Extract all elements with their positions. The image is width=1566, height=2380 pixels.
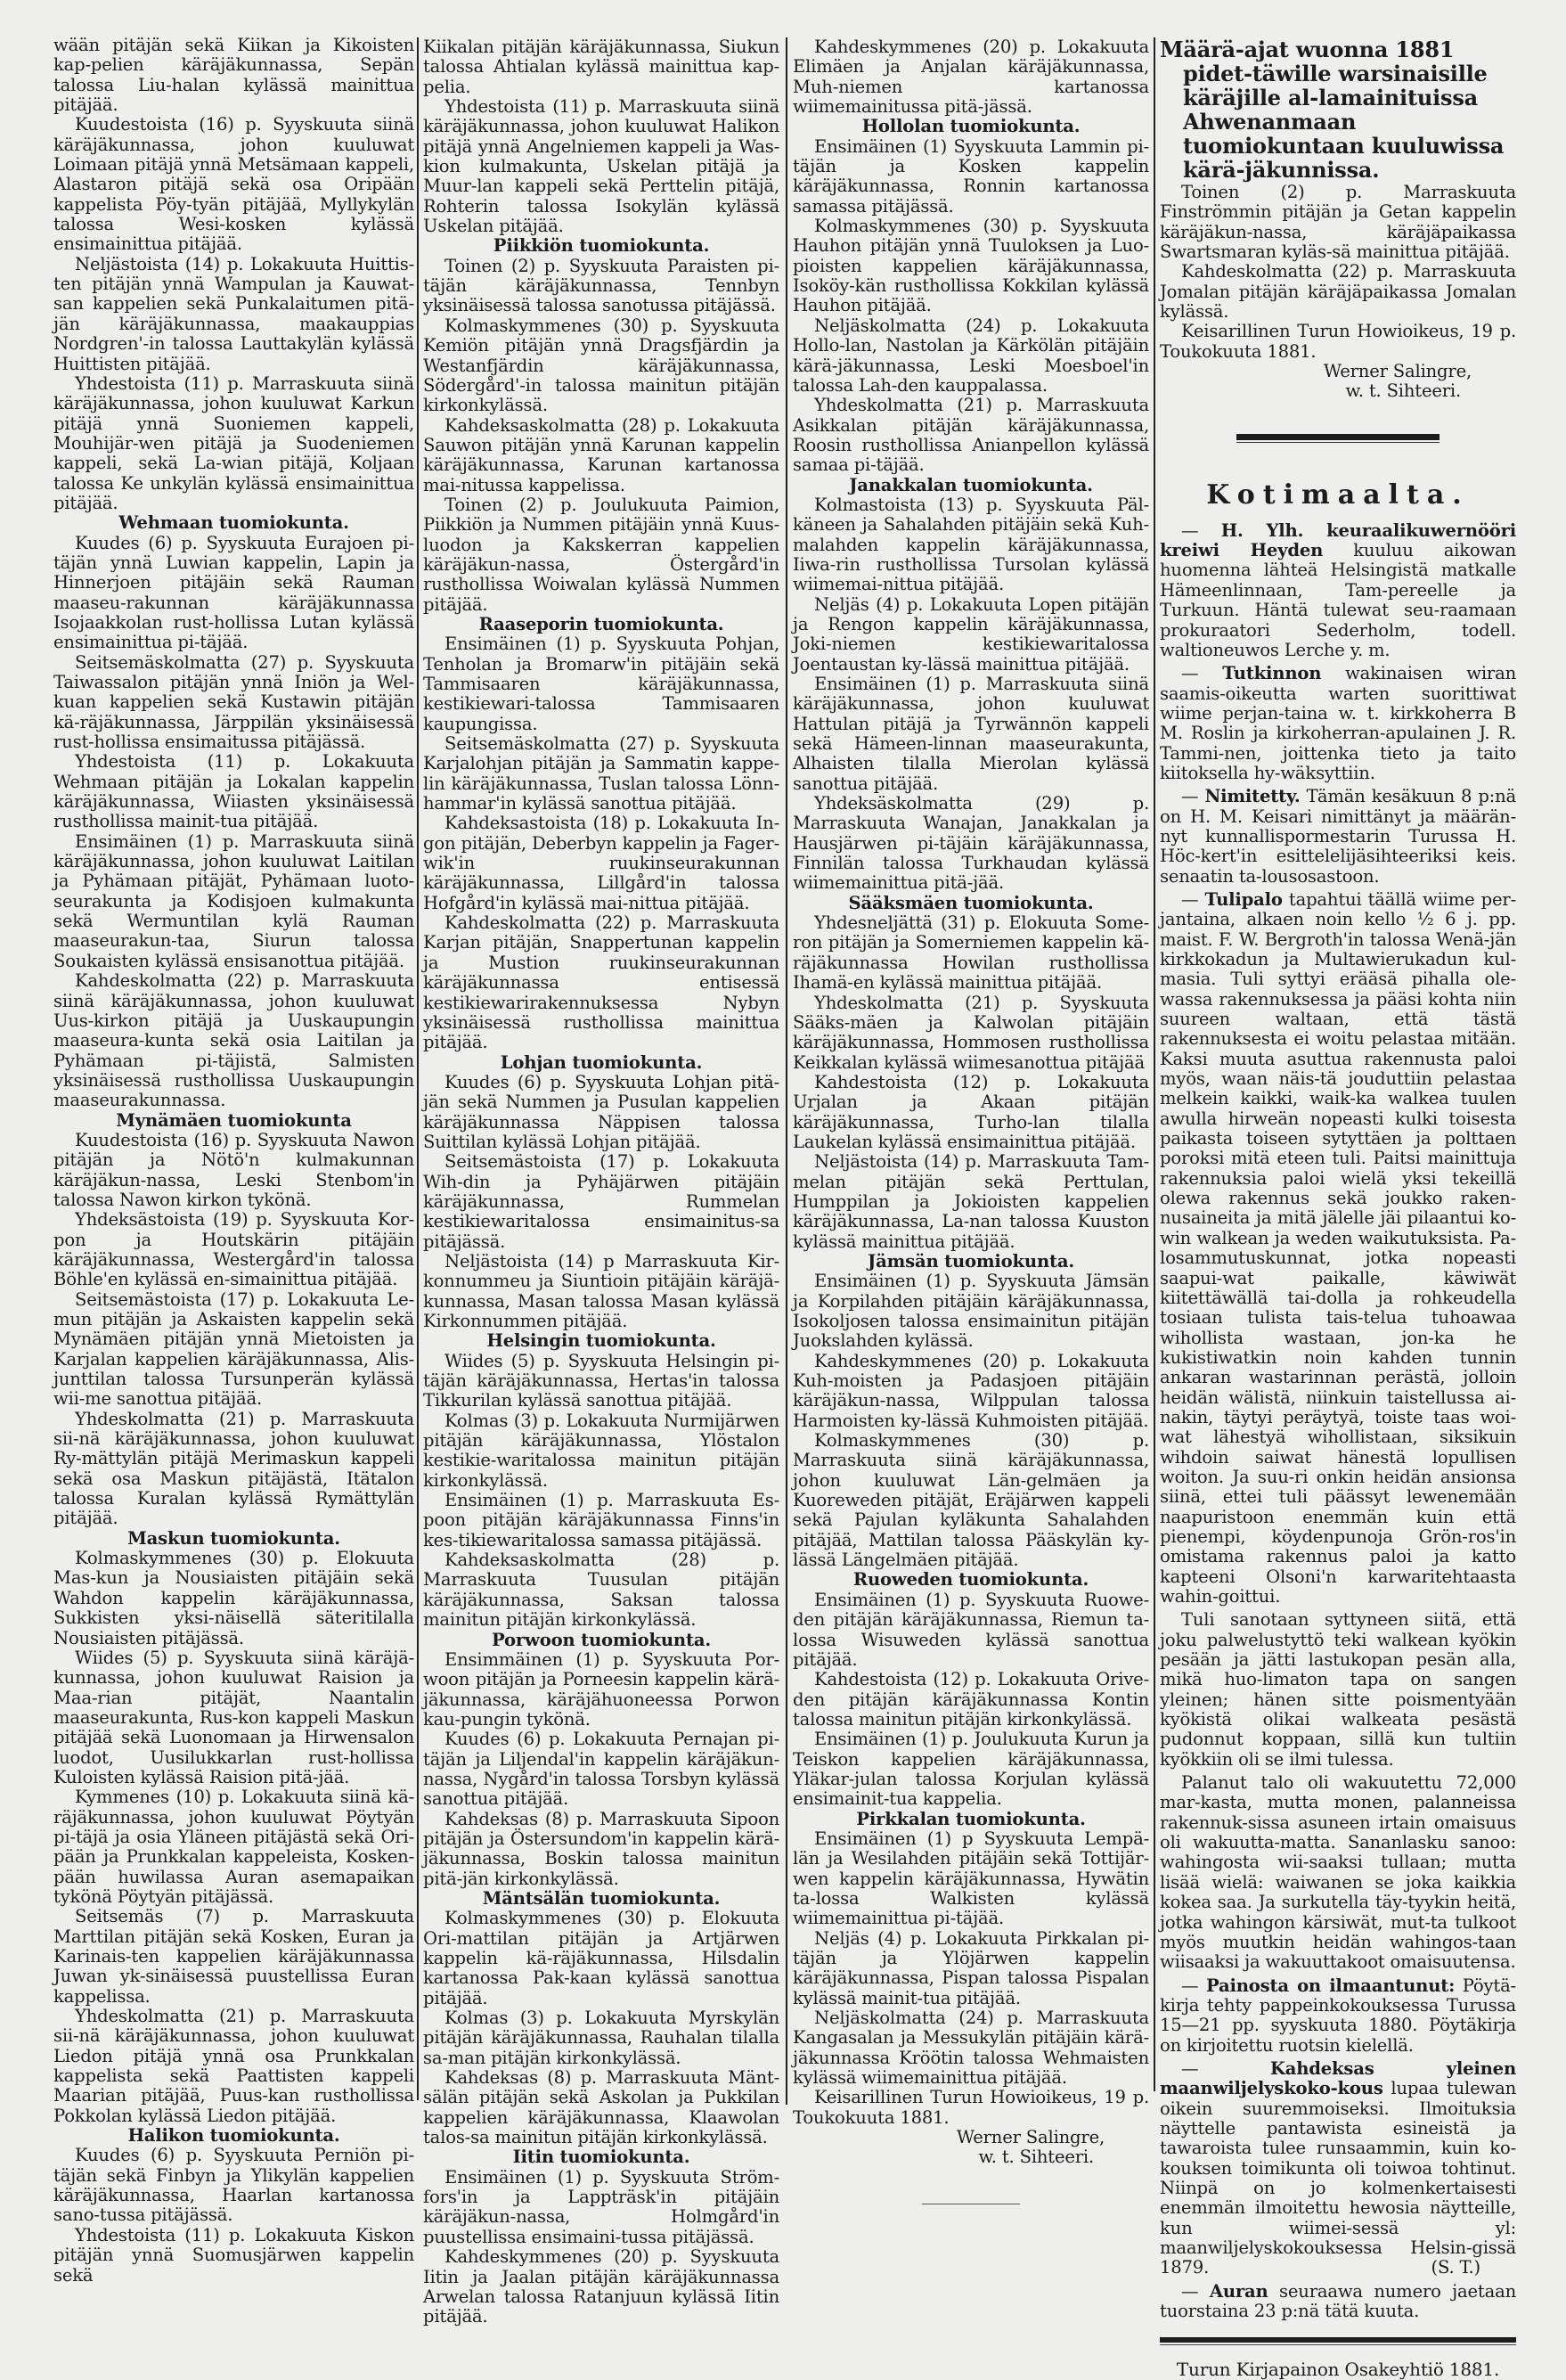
em-dash: — (1181, 786, 1205, 807)
court-session-entry: Kuudes (6) p. Syyskuuta Eurajoen pi-täjän ynnä Luwian kappelin, Lapin ja Hinnerjoen pitäjäin sekä Rauman maaseu-rakunnan käräjäkunnassa Isojaakkolan rust-hollissa Lutan kylässä ensimainittua pi-täjää. (53, 532, 414, 653)
court-session-entry: Toinen (2) p. Syyskuuta Paraisten pi-täjän käräjäkunnassa, Tennbyn yksinäisessä talossa sanotussa pitäjässä. (423, 255, 779, 316)
court-session-entry: Yhdeskolmatta (21) p. Syyskuuta Sääks-mäen ja Kalwolan pitäjäin käräjäkunnassa, Hommosen rusthollissa Keikkalan kylässä wiimesanottua pitäjää (793, 992, 1149, 1073)
news-body: Pöytä-kirja tehty pappeinkokouksessa Turussa 15—21 pp. syyskuuta 1880. Pöytäkirja on kirjoitettu ruotsin kielellä. (1160, 1975, 1516, 2056)
column-divider (417, 37, 419, 2100)
court-session-entry: Kolmas (3) p. Lokakuuta Nurmijärwen pitäjän käräjäkunnassa, Ylöstalon kestikie-waritalossa mainitun pitäjän kirkonkylässä. (423, 1410, 779, 1491)
news-body: tapahtui täällä wiime per-jantaina, alkaen noin kello ½ 6 j. pp. maist. F. W. Bergroth'in talossa Wenä-jän kirkkokadun ja Multawierukadun kul-masia. Tuli syttyi erääsä pihalla ole-wassa rakennuksessa ja pääsi kohta niin suureen waltaan, että tästä rakennuksesta ei woitu pelastaa mitään. Kaksi muuta asuttua rakennusta paloi myös, waan näis-tä jouduttiin pelastaa melkein kaikki, waik-ka walkea tuulen awulla hirweän nopeasti kulki toisesta paikasta toiseen sytyttäen ja polttaen poroksi mitä eteen tuli. Paitsi mainittuja rakennuksia paloi wielä yksi tekeillä olewa rakennus sekä joukko raken-nusaineita ja mitä jälelle jäi pilaantui ko-win walkean ja weden waikutuksista. Pa-losammutuskunnat, jotka nopeasti saapui-wat paikalle, käwiwät kiitettäwällä tai-dolla ja rohkeudella tosiaan tulista tais-telua tuhoawaa wihollista wastaan, jon-ka he kukistiwatkin noin kahden tunnin ankaran wastarinnan perästä, jolloin heidän wälistä, niinkuin taistellussa ai-nakin, täytyi peräytyä, toiste taas woi-wat lähestyä wihollistaan, siksikuin wihdoin saiwat hänestä lopullisen woiton. Ja suu-ri onkin heidän ansionsa siinä, ettei tuli päässyt lewenemään naapuristoon enemmän kuin että pienempi, köydenpunoja Grön-ros'in omistama rakennus paloi ja katto kapteeni Olsoni'n karwaritehtaasta wahin-goittui. (1160, 888, 1516, 1607)
court-session-entry: Seitsemästoista (17) p. Lokakuuta Le-mun pitäjän ja Askaisten kappelin sekä Mynämäen pitäjän ynnä Mietoisten ja Karjalan kappelien käräjäkunnassa, Alis-junttilan talossa Tursunperän kylässä wii-me sanottua pitäjää. (53, 1288, 414, 1410)
court-session-entry: Ensimäinen (1) p. Syyskuuta Jämsän ja Korpilahden pitäjäin käräjäkunnassa, Isokoljosen talossa ensimainitun pitäjän Juokslahden kylässä. (793, 1271, 1149, 1352)
section-divider-thin (1236, 442, 1440, 443)
section-divider-thick (1236, 434, 1440, 440)
news-body: kuuluu aikowan huomenna lähteä Helsingistä matkalle Hämeenlinnaan, Tam-pereelle ja Turkuun. Häntä tulewat seu-raamaan prokuraatori Sederholm, todell. waltioneuwos Lerche y. m. (1160, 540, 1516, 660)
court-session-entry: Wiides (5) p. Syyskuuta siinä käräjä-kunnassa, johon kuuluwat Raision ja Maa-rian pitäjät, Naantalin maaseurakunta, Rus-kon kappeli Maskun pitäjää sekä Luonomaan ja Hirwensalon luodot, Uusilukkarlan rust-hollissa Kuloisten kylässä Raision pitä-jää. (53, 1647, 414, 1787)
court-session-entry: Kuudes (6) p. Syyskuuta Lohjan pitä-jän sekä Nummen ja Pusulan kappelien käräjäkunnassa Näppisen talossa Suittilan kylässä Lohjan pitäjää. (423, 1071, 779, 1152)
court-session-entry: Yhdestoista (11) p. Marraskuuta siinä käräjäkunnassa, johon kuuluwat Karkun pitäjä ynnä Suoniemen kappeli, Mouhijär-wen pitäjä ja Suodeniemen kappeli, sekä La-wian pitäjä, Koljaan talossa Ke unkylän kylässä ensimainittua pitäjää. (53, 372, 414, 513)
court-session-entry: wään pitäjän sekä Kiikan ja Kikoisten kap-pelien käräjäkunnassa, Sepän talossa Liu-halan kylässä mainittua pitäjää. (53, 35, 414, 116)
signature-title: w. t. Sihteeri. (1345, 380, 1461, 402)
notice-paragraph: Kahdeskolmatta (22) p. Marraskuuta Jomalan pitäjän käräjäpaikassa Jomalan kylässä. (1160, 261, 1516, 323)
court-session-entry: Ensimäinen (1) p. Marraskuuta siinä käräjäkunnassa, johon kuuluwat Laitilan ja Pyhämaan pitäjät, Pyhämaan luoto-seurakunta ja Kodisjoen kulmakunta sekä Wermuntilan kylä Rauman maaseurakun-taa, Siurun talossa Soukaisten kylässä ensisanottua pitäjää. (53, 830, 414, 971)
court-session-entry: Kahdeksaskolmatta (28) p. Lokakuuta Sauwon pitäjän ynnä Karunan kappelin käräjäkunnassa, Karunan kartanossa mai-nitussa kappelissa. (423, 414, 779, 495)
court-session-entry: Ensimäinen (1) p. Joulukuuta Kurun ja Teiskon kappelien käräjäkunnassa, Yläkar-julan talossa Korjulan kylässä ensimainit-tua kappelia. (793, 1729, 1149, 1810)
district-heading: Hollolan tuomiokunta. (861, 116, 1081, 137)
news-item (1160, 521, 1516, 660)
court-session-entry: Kahdeskolmatta (22) p. Marraskuuta siinä käräjäkunnassa, johon kuuluwat Uus-kirkon pitäjä ja Uuskaupungin maaseura-kunta sekä osia Laitilan ja Pyhämaan pi-täjistä, Salmisten yksinäisessä rusthollissa Uuskaupungin maaseurakunnassa. (53, 970, 414, 1111)
news-lead: Nimitetty. (1204, 786, 1301, 807)
court-session-entry: Ensimäinen (1) p. Syyskuuta Ström-fors'in ja Lappträsk'in pitäjäin käräjäkun-nassa, Holmgård'in puustellissa ensimaini-tussa pitäjässä. (423, 2166, 779, 2247)
district-heading: Iitin tuomiokunta. (512, 2147, 690, 2168)
district-heading: Janakkalan tuomiokunta. (849, 474, 1093, 495)
district-heading: Halikon tuomiokunta. (127, 2125, 340, 2147)
court-session-entry: Neljäs (4) p. Lokakuuta Lopen pitäjän ja Rengon kappelin käräjäkunnassa, Joki-niemen kestikiewaritalossa Joentaustan ky-lässä mainittua pitäjää. (793, 593, 1149, 675)
court-session-entry: Toinen (2) p. Joulukuuta Paimion, Piikkiön ja Nummen pitäjäin ynnä Kuus-luodon ja Kakskerran kappelien käräjäkun-nassa, Östergård'in rusthollissa Woiwalan kylässä Nummen pitäjää. (423, 494, 779, 615)
court-session-entry: Kolmaskymmenes (30) p. Syyskuuta Kemiön pitäjän ynnä Dragsfjärdin ja Westanfjärdin käräjäkunnassa, Södergård'-in talossa mainitun pitäjän kirkonkylässä. (423, 315, 779, 416)
news-body: Tuli sanotaan syttyneen siitä, että joku palwelustyttö teki walkean kyökin pesään ja jätti lastukopan pesän alla, mikä huo-limaton tapa on sangen yleinen; hänen sitte poismentyään kyökistä olikai walkeata pesästä pudonnut koppaan, sillä kun tultiin kyökkiin oli se ilmi tulessa. (1160, 1609, 1516, 1770)
em-dash: — (1181, 2280, 1210, 2302)
em-dash: — (1181, 1975, 1207, 1996)
court-session-entry: Kahdeskymmenes (20) p. Lokakuuta Elimäen ja Anjalan käräjäkunnassa, Muh-niemen kartanossa wiimemainitussa pitä-jässä. (793, 37, 1149, 118)
court-session-entry: Kolmas (3) p. Lokakuuta Myrskylän pitäjän käräjäkunnassa, Rauhalan tilalla sa-man pitäjän kirkonkylässä. (423, 2008, 779, 2068)
news-lead: Tulipalo (1204, 888, 1283, 910)
court-session-entry: Kuudestoista (16) p. Syyskuuta Nawon pitäjän ja Nötö'n kulmakunnan käräjäkun-nassa, Leski Stenbom'in talossa Nawon kirkon tykönä. (53, 1129, 414, 1210)
column-divider (786, 37, 787, 2105)
court-session-entry: Kahdeskymmenes (20) p. Lokakuuta Kuh-moisten ja Padasjoen pitäjäin käräjäkun-nassa, Wilppulan talossa Harmoisten ky-lässä Kuhmoisten pitäjää. (793, 1350, 1149, 1431)
court-session-entry: Kahdestoista (12) p. Lokakuuta Urjalan ja Akaan pitäjän käräjäkunnassa, Turho-lan tilalla Laukelan kylässä ensimainittua pitäjää. (793, 1071, 1149, 1152)
news-item (1160, 2282, 1516, 2322)
court-session-entry: Kolmaskymmenes (30) p. Elokuuta Mas-kun ja Nousiaisten pitäjäin sekä Wahdon kappelin käräjäkunnassa, Sukkisten yksi-näisellä säteritilalla Nousiaisten pitäjässä. (53, 1548, 414, 1648)
court-session-entry: Neljäskolmatta (24) p. Lokakuuta Hollo-lan, Nastolan ja Kärkölän pitäjäin kärä-jäkunnassa, Leski Moesboel'in talossa Lah-den kauppalassa. (793, 315, 1149, 396)
court-session-entry: Kolmaskymmenes (30) p. Elokuuta Ori-mattilan pitäjän ja Artjärwen kappelin kä-räjäkunnassa, Hilsdalin kartanossa Pak-kaan kylässä sanottua pitäjää. (423, 1908, 779, 2008)
column-divider (1154, 37, 1155, 2091)
news-item (1160, 890, 1516, 1607)
court-session-entry: Yhdeksästoista (19) p. Syyskuuta Kor-pon ja Houtskärin pitäjäin käräjäkunnassa, Westergård'in talossa Böhle'en kylässä en-simainittua pitäjää. (53, 1209, 414, 1290)
news-body: Tämän kesäkuun 8 p:nä on H. M. Keisari nimittänyt ja määrän-nyt kunnallispormestarin Turussa H. Höc-kert'in esittelelijäsihteeriksi keis. senaatin ta-lousosastoon. (1160, 786, 1516, 887)
court-session-entry: Yhdestoista (11) p. Lokakuuta Wehmaan pitäjän ja Lokalan kappelin käräjäkunnassa, Wiiasten yksinäisessä rusthollissa mainit-tua pitäjää. (53, 751, 414, 832)
news-item (1160, 1610, 1516, 1770)
court-session-entry: Seitsemäs (7) p. Marraskuuta Marttilan pitäjän sekä Kosken, Euran ja Karinais-ten kappelien käräjäkunnassa Juwan yk-sinäisessä puustellissa Euran kappelissa. (53, 1906, 414, 2007)
court-session-entry: Yhdesneljättä (31) p. Elokuuta Some-ron pitäjän ja Somerniemen kappelin kä-räjäkunnassa Howilan rusthollissa Ihamä-en kylässä mainittua pitäjää. (793, 912, 1149, 994)
district-heading: Porwoon tuomiokunta. (492, 1629, 711, 1650)
court-session-entry: Yhdestoista (11) p. Marraskuuta siinä käräjäkunnassa, johon kuuluwat Halikon pitäjä ynnä Angelniemen kappeli ja Was-kion kulmakunta, Uskelan pitäjä ja Muur-lan kappeli sekä Perttelin pitäjä, Rohterin talossa Isokylän kylässä Uskelan pitäjää. (423, 96, 779, 237)
news-lead: Auran (1209, 2280, 1268, 2302)
court-schedule-list (793, 37, 1149, 2128)
district-heading: Sääksmäen tuomiokunta. (848, 892, 1094, 913)
district-heading: Helsingin tuomiokunta. (486, 1330, 716, 1352)
court-session-entry: Kymmenes (10) p. Lokakuuta siinä kä-räjäkunnassa, johon kuuluwat Pöytyän pi-täjä ja osia Yläneen pitäjästä sekä Ori-pään ja Prunkkalan kappeleista, Kosken-pään huwilassa Auran asemapaikan tykönä Pöytyän pitäjässä. (53, 1787, 414, 1907)
district-heading: Piikkiön tuomiokunta. (493, 235, 710, 257)
court-session-entry: Yhdestoista (11) p. Lokakuuta Kiskon pitäjän ynnä Suomusjärwen kappelin sekä (53, 2224, 414, 2286)
district-heading: Ruoweden tuomiokunta. (852, 1569, 1089, 1591)
court-session-entry: Kolmaskymmenes (30) p. Syyskuuta Hauhon pitäjän ynnä Tuuloksen ja Luo-pioisten kappelien käräjäkunnassa, Isoköy-kän rusthollissa Kokkilan kylässä Hauhon pitäjää. (793, 216, 1149, 316)
notice-title: Määrä-ajat wuonna 1881 pidet-täwille warsinaisille käräjille al-lamainituissa Ahwenanmaan tuomiokuntaan kuuluwissa kärä-jäkunnissa. (1160, 37, 1505, 183)
court-session-entry: Kiikalan pitäjän käräjäkunnassa, Siukun talossa Ahtialan kylässä mainittua kap-pelia. (423, 37, 779, 97)
column-2 (423, 37, 779, 2327)
court-session-entry: Neljäs (4) p. Lokakuuta Pirkkalan pi-täjän ja Ylöjärwen kappelin käräjäkunnassa, Pispan talossa Pispalan kylässä mainit-tua pitäjää. (793, 1927, 1149, 2008)
em-dash: — (1181, 519, 1221, 541)
notice-paragraph: Toinen (2) p. Marraskuuta Finströmmin pitäjän ja Getan kappelin käräjäkun-nassa, käräjäpaikassa Swartsmaran kyläs-sä mainittua pitäjää. (1160, 182, 1516, 263)
court-session-entry: Seitsemästoista (17) p. Lokakuuta Wih-din ja Pyhäjärwen pitäjäin käräjäkunnassa, Rummelan kestikiewaritalossa ensimainitus-sa pitäjässä. (423, 1151, 779, 1252)
news-item (1160, 2059, 1516, 2278)
court-session-entry: Keisarillinen Turun Howioikeus, 19 p. Toukokuuta 1881. (793, 2087, 1149, 2128)
court-session-entry: Ensimmäinen (1) p. Syyskuuta Por-woon pitäjän ja Porneesin kappelin kärä-jäkunnassa, käräjähuoneessa Porwon kau-pungin tykönä. (423, 1648, 779, 1730)
court-session-entry: Kahdeskolmatta (22) p. Marraskuuta Karjan pitäjän, Snappertunan kappelin ja Mustion ruukinseurakunnan käräjäkunnassa entisessä kestikiewarirakennuksessa Nybyn yksinäisessä rusthollissa mainittua pitäjää. (423, 912, 779, 1053)
court-session-entry: Kolmastoista (13) p. Syyskuuta Päl-käneen ja Sahalahden pitäjäin sekä Kuh-malahden kappelin käräjäkunnassa, Iiwa-rin rusthollissa Tursolan kylässä wiimemai-nittua pitäjää. (793, 494, 1149, 595)
court-session-entry: Kolmaskymmenes (30) p. Marraskuuta siinä käräjäkunnassa, johon kuuluwat Län-gelmäen ja Kuoreweden pitäjät, Eräjärwen kappeli sekä Pajulan kyläkunta Sahalahden pitäjää, Mattilan talossa Pääskylän ky-lässä Längelmäen pitäjää. (793, 1430, 1149, 1571)
signature-name: Werner Salingre, (1323, 361, 1472, 382)
news-lead: Painosta on ilmaantunut: (1206, 1975, 1456, 1996)
column-1 (53, 36, 414, 2286)
column-3 (793, 37, 1149, 2204)
district-heading: Mynämäen tuomiokunta (116, 1109, 352, 1131)
news-body: lupaa tulewan oikein suuremmoiseksi. Ilmoituksia näyttelle pantawista esineistä ja tawaroista tulee runsaammin, kuin ko-kouksen toimikunta oli toiwoa tohtinut. Niinpä on jo kolmenkertaisesti enemmän ilmoitettu hewosia näytteille, kun wiimei-sessä yl: maanwiljelyskokouksessa Helsin-gissä 1879. (1160, 2078, 1516, 2278)
signature-block (793, 2128, 1149, 2168)
district-heading: Pirkkalan tuomiokunta. (856, 1808, 1086, 1829)
news-lead: H. Ylh. keuraalikuwernööri kreiwi Heyden (1160, 519, 1516, 561)
court-session-entry: Neljästoista (14) p Marraskuuta Kir-konnummeu ja Siuntioin pitäjäin käräjä-kunnassa, Masan talossa Masan kylässä Kirkonnummen pitäjää. (423, 1250, 779, 1331)
court-session-entry: Neljästoista (14) p. Marraskuuta Tam-melan pitäjän sekä Perttulan, Humppilan ja Jokioisten kappelien käräjäkunnassa, La-nan talossa Kuuston kylässä mainittua pitäjää. (793, 1151, 1149, 1252)
news-lead: Tutkinnon (1222, 663, 1322, 684)
news-list (1160, 521, 1516, 2322)
court-session-entry: Seitsemäskolmatta (27) p. Syyskuuta Taiwassalon pitäjän ynnä Iniön ja Wel-kuan kappelien sekä Kustawin pitäjän kä-räjäkunnassa, Järppilän yksinäisessä rust-hollissa ensimaitussa pitäjässä. (53, 651, 414, 753)
news-item (1160, 1773, 1516, 1972)
district-heading: Mäntsälän tuomiokunta. (482, 1887, 721, 1909)
footer-rule-thick (1160, 2337, 1516, 2343)
court-session-entry: Yhdeskolmatta (21) p. Marraskuuta sii-nä käräjäkunnassa, johon kuuluwat Ry-mättylän pitäjä Merimaskun kappeli sekä osa Maskun pitäjästä, Itätalon talossa Kuralan kylässä Rymättylän pitäjää. (53, 1408, 414, 1529)
printer-imprint: Turun Kirjapainon Osakeyhtiö 1881. (1176, 2359, 1500, 2380)
news-body: wakinaisen wiran saamis-oikeutta warten suorittiwat wiime perjan-taina w. t. kirkkoherra B M. Roslin ja kirkoherran-apulainen J. R. Tammi-nen, joittenka tieto ja taito kiitoksella hy-wäksyttiin. (1160, 663, 1516, 783)
court-session-entry: Kuudes (6) p. Lokakuuta Pernajan pi-täjän ja Liljendal'in kappelin käräjäkun-nassa, Nygård'in talossa Torsbyn kylässä sanottua pitäjää. (423, 1729, 779, 1810)
em-dash: — (1181, 888, 1205, 910)
signature-block (1160, 362, 1516, 402)
court-session-entry: Ensimäinen (1) p. Syyskuuta Pohjan, Tenholan ja Bromarw'in pitäjäin sekä Tammisaaren käräjäkunnassa, kestikiewari-talossa Tammisaaren kaupungissa. (423, 634, 779, 734)
news-body: seuraawa numero jaetaan tuorstaina 23 p:nä tätä kuuta. (1160, 2280, 1516, 2322)
district-heading: Maskun tuomiokunta. (127, 1527, 340, 1549)
court-session-entry: Kuudestoista (16) p. Syyskuuta siinä käräjäkunnassa, johon kuuluwat Loimaan pitäjä ynnä Metsämaan kappeli, Alastaron pitäjä sekä osa Oripään kappelista Pöy-tyän pitäjää, Myllykylän talossa Wesi-kosken kylässä ensimainittua pitäjää. (53, 114, 414, 255)
news-item (1160, 1976, 1516, 2056)
em-dash: — (1181, 663, 1223, 684)
district-heading: Lohjan tuomiokunta. (500, 1051, 703, 1073)
court-session-entry: Yhdeksäskolmatta (29) p. Marraskuuta Wanajan, Janakkalan ja Hausjärwen pi-täjäin käräjäkunnassa, Finnilän talossa Turkhaudan kylässä wiimemainittua pitä-jää. (793, 793, 1149, 894)
news-body: Palanut talo oli wakuutettu 72,000 mar-kasta, mutta monen, palanneissa rakennuk-sissa asuneen irtain omaisuus oli wakuutta-matta. Sananlasku sanoo: wahingosta wii-saaksi tullaan; mutta lisää wielä: waiwanen se joka kaikkia kokea saa. Ja surkutella täy-tyykin heitä, jotka wahingon kärsiwät, mut-ta tulkoot myös muutkin heidän wahingos-taan wiisaaksi ja wakuuttakoot omaisuutensa. (1160, 1772, 1516, 1973)
news-lead: Kahdeksas yleinen maanwiljelyskoko-kous (1160, 2057, 1516, 2099)
court-session-entry: Kahdeksaskolmatta (28) p. Marraskuuta Tuusulan pitäjän käräjäkunnassa, Saksan talossa mainitun pitäjän kirkonkylässä. (423, 1550, 779, 1631)
court-session-entry: Yhdeskolmatta (21) p. Marraskuuta Asikkalan pitäjän käräjäkunnassa, Roosin rusthollissa Anianpellon kylässä samaa pi-täjää. (793, 395, 1149, 476)
court-session-entry: Yhdeskolmatta (21) p. Marraskuuta sii-nä käräjäkunnassa, johon kuuluwat Liedon pitäjä ynnä osa Prunkkalan kappelista sekä Paattisten kappeli Maarian pitäjää, Puus-kan rusthollissa Pokkolan kylässä Liedon pitäjää. (53, 2006, 414, 2126)
court-session-entry: Neljästoista (14) p. Lokakuuta Huittis-ten pitäjän ynnä Wampulan ja Kauwat-san kappelien sekä Punkalaitumen pitä-jän käräjäkunnassa, maakauppias Nordgren'-in talossa Lauttakylän kylässä Huittisten pitäjää. (53, 253, 414, 374)
district-heading: Raaseporin tuomiokunta. (478, 613, 724, 634)
court-session-entry: Wiides (5) p. Syyskuuta Helsingin pi-täjän käräjäkunnassa, Hertas'in talossa Tikkurilan kylässä sanottua pitäjää. (423, 1350, 779, 1411)
news-item (1160, 664, 1516, 783)
notice-paragraph: Keisarillinen Turun Howioikeus, 19 p. Toukokuuta 1881. (1160, 321, 1516, 362)
signature-title: w. t. Sihteeri. (978, 2147, 1094, 2168)
court-session-entry: Neljäskolmatta (24) p. Marraskuuta Kangasalan ja Messukylän pitäjäin kärä-jäkunnassa Kröötin talossa Wehmaisten kylässä wiimemainittua pitäjää. (793, 2008, 1149, 2089)
em-dash: — (1181, 2057, 1270, 2079)
court-session-entry: Ensimäinen (1) p. Marraskuuta siinä käräjäkunnassa, johon kuuluwat Hattulan pitäjä ja Tyrwännön kappeli sekä Hämeen-linnan maaseurakunta, Alhaisten tilalla Mierolan kylässä sanottua pitäjää. (793, 674, 1149, 794)
column-4 (1160, 37, 1516, 2380)
court-session-entry: Kahdestoista (12) p. Lokakuuta Orive-den pitäjän käräjäkunnassa Kontin talossa mainitun pitäjän kirkonkylässä. (793, 1669, 1149, 1730)
court-session-entry: Kahdeksastoista (18) p. Lokakuuta In-gon pitäjän, Deberbyn kappelin ja Fager-wik'in ruukinseurakunnan käräjäkunnassa, Lillgård'in talossa Hofgård'in kylässä mai-nittua pitäjää. (423, 813, 779, 913)
news-source: (S. T.) (1431, 2257, 1480, 2278)
court-session-entry: Ensimäinen (1) Syyskuuta Lammin pi-täjän ja Kosken kappelin käräjäkunnassa, Ronnin kartanossa samassa pitäjässä. (793, 135, 1149, 217)
court-session-entry: Ensimäinen (1) p Syyskuuta Lempä-län ja Wesilahden pitäjäin sekä Tottijär-wen kappelin käräjäkunnassa, Hywätin ta-lossa Walkisten kylässä wiimemainittua pi-täjää. (793, 1828, 1149, 1929)
court-session-entry: Kahdeskymmenes (20) p. Syyskuuta Iitin ja Jaalan pitäjän käräjäkunnassa Arwelan talossa Ratanjuun kylässä Iitin pitäjää. (423, 2246, 779, 2327)
court-session-entry: Kahdeksas (8) p. Marraskuuta Sipoon pitäjän ja Östersundom'in kappelin kärä-jäkunnassa, Boskin talossa mainitun pitä-jän kirkonkylässä. (423, 1808, 779, 1889)
court-session-entry: Ensimäinen (1) p. Marraskuuta Es-poon pitäjän käräjäkunnassa Finns'in kes-tikiewaritalossa samassa pitäjässä. (423, 1490, 779, 1550)
district-heading: Wehmaan tuomiokunta. (118, 512, 349, 534)
court-session-entry: Seitsemäskolmatta (27) p. Syyskuuta Karjalohjan pitäjän ja Sammatin kappe-lin käräjäkunnassa, Tuslan talossa Lönn-hammar'in kylässä sanottua pitäjää. (423, 733, 779, 814)
footer-rule-thin (1160, 2344, 1516, 2345)
court-session-entry: Kahdeksas (8) p. Marraskuuta Mänt-sälän pitäjän sekä Askolan ja Pukkilan kappelien käräjäkunnassa, Klaawolan talos-sa mainitun pitäjän kirkonkylässä. (423, 2067, 779, 2148)
signature-name: Werner Salingre, (956, 2127, 1105, 2148)
court-session-entry: Ensimäinen (1) p. Syyskuuta Ruowe-den pitäjän käräjäkunnassa, Riemun ta-lossa Wisuweden kylässä sanottua pitäjää. (793, 1589, 1149, 1670)
news-item (1160, 787, 1516, 887)
district-heading: Jämsän tuomiokunta. (868, 1250, 1074, 1272)
section-heading-kotimaalta: Kotimaalta. (1206, 478, 1470, 511)
court-session-entry: Kuudes (6) p. Syyskuuta Perniön pi-täjän sekä Finbyn ja Ylikylän kappelien käräjäkunnassa, Haarlan kartanossa sano-tussa pitäjässä. (53, 2145, 414, 2226)
